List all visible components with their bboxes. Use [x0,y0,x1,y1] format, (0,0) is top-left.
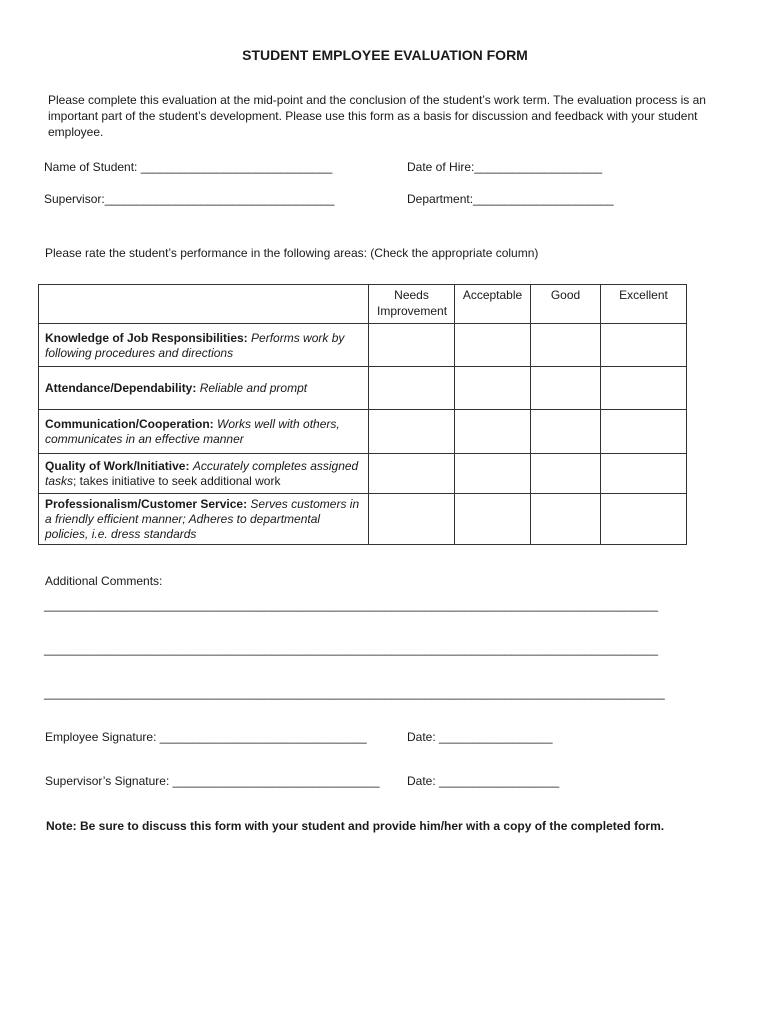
supervisor-label: Supervisor: [44,192,105,206]
department-label: Department: [407,192,474,206]
comment-line-3[interactable]: _____________________________________________________________________________________________ [44,686,665,700]
rating-cell-needs-improvement[interactable] [369,454,455,494]
criterion-heading: Communication/Cooperation: [45,417,214,431]
rating-cell-needs-improvement[interactable] [369,324,455,367]
criterion-description-plain: ; takes initiative to seek additional work [73,474,281,488]
rating-instruction: Please rate the student’s performance in the following areas: (Check the appropriate column) [45,246,539,260]
supervisor-signature-blank[interactable]: _______________________________ [172,774,380,788]
col-acceptable: Acceptable [455,285,531,324]
hire-date-field[interactable] [407,160,602,174]
rating-cell-good[interactable] [531,410,601,454]
hire-date-blank[interactable]: ____________________ [474,160,602,174]
criterion-description: Serves customers in a friendly efficient manner; Adheres to departmental policies, i.e. dress standards [45,497,360,541]
table-row [39,454,687,494]
rating-cell-good[interactable] [531,454,601,494]
col-good: Good [531,285,601,324]
employee-signature-field[interactable] [45,730,367,744]
criterion-description: Performs work by following procedures and directions [45,330,345,360]
rating-cell-acceptable[interactable] [455,324,531,367]
criterion-heading: Knowledge of Job Responsibilities: [45,330,248,345]
criterion-description: Reliable and prompt [199,381,308,395]
rating-cell-excellent[interactable] [601,494,687,545]
rating-cell-acceptable[interactable] [455,367,531,410]
intro-paragraph: Please complete this evaluation at the mid-point and the conclusion of the student’s work term. The evaluation process is an important part of the student’s development. Please use this form as a basis for discussion and feedback with your student employee. [48,93,706,139]
department-field[interactable] [407,192,613,206]
criterion-cell [39,367,369,410]
supervisor-date-field[interactable] [407,774,559,788]
rating-cell-good[interactable] [531,367,601,410]
table-row [39,494,687,545]
criterion-cell [39,410,369,454]
employee-signature-label: Employee Signature: [45,730,157,744]
supervisor-date-label: Date: [407,774,436,788]
name-field[interactable] [44,160,332,174]
rating-cell-good[interactable] [531,494,601,545]
form-title: STUDENT EMPLOYEE EVALUATION FORM [242,47,528,63]
criterion-description: Accurately completes assigned tasks [45,459,359,488]
name-label: Name of Student: [44,160,138,174]
comment-line-1[interactable]: ____________________________________________________________________________________________ [44,598,658,612]
rating-cell-excellent[interactable] [601,367,687,410]
rating-header-row [39,285,687,324]
rating-cell-needs-improvement[interactable] [369,494,455,545]
rating-cell-excellent[interactable] [601,410,687,454]
department-blank[interactable]: ______________________ [473,192,614,206]
comment-line-2[interactable]: ____________________________________________________________________________________________ [44,642,658,656]
criterion-heading: Attendance/Dependability: [45,381,197,395]
supervisor-field[interactable] [44,192,334,206]
criteria-header [39,285,369,324]
rating-cell-acceptable[interactable] [455,454,531,494]
rating-cell-excellent[interactable] [601,324,687,367]
employee-date-field[interactable] [407,730,553,744]
rating-table [38,284,687,545]
rating-cell-acceptable[interactable] [455,494,531,545]
supervisor-signature-field[interactable] [45,774,380,788]
criterion-heading: Quality of Work/Initiative: [45,459,190,473]
rating-cell-acceptable[interactable] [455,410,531,454]
table-row [39,367,687,410]
table-row [39,410,687,454]
criterion-description: Works well with others, communicates in an effective manner [45,417,340,446]
criterion-cell [39,494,369,545]
comments-label: Additional Comments: [45,574,163,588]
supervisor-date-blank[interactable]: __________________ [439,774,560,788]
criterion-cell [39,324,369,367]
note-text: Note: Be sure to discuss this form with your student and provide him/her with a copy of the completed form. [46,819,665,833]
rating-cell-excellent[interactable] [601,454,687,494]
supervisor-blank[interactable]: ____________________________________ [104,192,335,206]
employee-date-label: Date: [407,730,436,744]
col-excellent: Excellent [601,285,687,324]
rating-cell-needs-improvement[interactable] [369,410,455,454]
col-needs-improvement: Needs Improvement [369,285,455,324]
hire-date-label: Date of Hire: [407,160,475,174]
employee-signature-blank[interactable]: _______________________________ [159,730,367,744]
employee-date-blank[interactable]: _________________ [439,730,553,744]
supervisor-signature-label: Supervisor’s Signature: [45,774,170,788]
name-blank[interactable]: ______________________________ [140,160,332,174]
rating-cell-needs-improvement[interactable] [369,367,455,410]
rating-cell-good[interactable] [531,324,601,367]
criterion-heading: Professionalism/Customer Service: [45,497,248,511]
table-row [39,324,687,367]
criterion-cell [39,454,369,494]
